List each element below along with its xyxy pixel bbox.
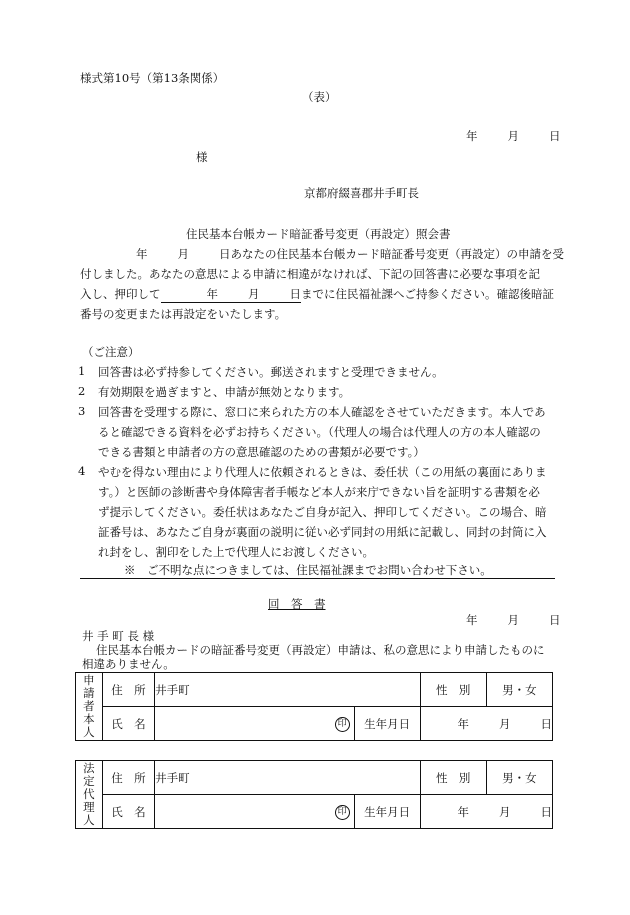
header-month: 月 [507, 129, 519, 143]
reply-title: 回 答 書 [268, 597, 326, 611]
applicant-gender-label: 性 別 [420, 673, 486, 707]
reply-addressee: 井 手 町 長 様 [82, 629, 155, 643]
body-line-3-pre: 入し、押印して [80, 287, 161, 301]
note-line: 証番号は、あなたご自身が裏面の説明に従い必ず同封の用紙に記載し、同封の封筒に入 [98, 525, 547, 539]
document-title: 住民基本台帳カード暗証番号変更（再設定）照会書 [186, 227, 451, 241]
body-line-2: 付しました。あなたの意思による申請に相違がなければ、下記の回答書に必要な事項を記 [80, 267, 540, 281]
body-line-4: 番号の変更または再設定をいたします。 [80, 307, 287, 321]
note-line: やむを得ない理由により代理人に依頼されるときは、委任状（この用紙の裏面にありま [98, 465, 547, 479]
note-number: 1 [78, 364, 86, 378]
applicant-side-label: 申 請 者 本 人 [76, 673, 103, 741]
addressee-suffix: 様 [196, 150, 208, 164]
reply-date [466, 612, 561, 628]
applicant-gender-field[interactable]: 男・女 [486, 673, 552, 707]
side-label: （表） [302, 90, 337, 104]
reply-month: 月 [507, 613, 519, 627]
note-line: 回答書を受理する際に、窓口に来られた方の本人確認をさせていただきます。本人であ [98, 405, 546, 419]
reply-day: 日 [549, 613, 561, 627]
agent-name-field[interactable] [155, 795, 355, 829]
note-line: ず提示してください。委任状はあなたご自身が記入、押印してください。この場合、暗 [98, 505, 547, 519]
sender: 京都府綴喜郡井手町長 [304, 186, 419, 200]
applicant-address-label: 住 所 [102, 673, 154, 707]
notes-footer: ※ ご不明な点につきましては、住民福祉課までお問い合わせ下さい。 [124, 563, 492, 577]
form-number: 様式第10号（第13条関係） [80, 71, 225, 85]
reply-year: 年 [466, 613, 478, 627]
body-line-1 [80, 246, 564, 262]
body-date-month: 月 [177, 247, 189, 261]
note-line: できる書類と申請者の方の意思確認のための書類が必要です。） [98, 445, 425, 459]
applicant-name-field[interactable] [155, 707, 355, 741]
deadline-date-blank [161, 286, 302, 303]
note-number: 4 [78, 464, 86, 478]
applicant-address-field[interactable]: 井手町 [155, 673, 420, 707]
agent-dob-label: 生年月日 [354, 795, 420, 829]
note-line: ると確認できる資料を必ずお持ちください。（代理人の場合は代理人の方の本人確認の [98, 425, 541, 439]
agent-side-label: 法 定 代 理 人 [76, 761, 103, 829]
header-year: 年 [466, 129, 478, 143]
deadline-year: 年 [206, 287, 218, 301]
note-line: 回答書は必ず持参してください。郵送されますと受理できません。 [98, 365, 444, 379]
body-line-1-text: あなたの住民基本台帳カード暗証番号変更（再設定）の申請を受 [230, 247, 564, 261]
deadline-day: 日 [289, 287, 301, 301]
applicant-name-label: 氏 名 [102, 707, 154, 741]
note-line: れ封をし、割印をした上で代理人にお渡しください。 [98, 545, 374, 559]
agent-address-label: 住 所 [102, 761, 154, 795]
body-date-day: 日 [219, 247, 231, 261]
deadline-month: 月 [248, 287, 260, 301]
body-date-year: 年 [136, 247, 148, 261]
header-day: 日 [549, 129, 561, 143]
body-line-3-post: までに住民福祉課へご持参ください。確認後暗証 [301, 287, 554, 301]
applicant-dob-field[interactable]: 年 月 日 [420, 707, 552, 741]
reply-statement-1: 住民基本台帳カードの暗証番号変更（再設定）申請は、私の意思により申請したものに [96, 643, 545, 657]
agent-dob-field[interactable]: 年 月 日 [420, 795, 552, 829]
applicant-table [75, 672, 553, 741]
seal-icon: 印 [335, 805, 350, 820]
reply-statement-2: 相違ありません。 [82, 657, 175, 671]
separator-line [80, 578, 555, 579]
note-line: す。）と医師の診断書や身体障害者手帳など本人が来庁できない旨を証明する書類を必 [98, 485, 540, 499]
note-number: 3 [78, 404, 86, 418]
seal-icon: 印 [335, 717, 350, 732]
agent-name-label: 氏 名 [102, 795, 154, 829]
agent-gender-field[interactable]: 男・女 [486, 761, 552, 795]
agent-gender-label: 性 別 [420, 761, 486, 795]
note-line: 有効期限を過ぎますと、申請が無効となります。 [98, 385, 351, 399]
agent-address-field[interactable]: 井手町 [155, 761, 420, 795]
agent-table [75, 760, 553, 829]
notes-heading: （ご注意） [82, 345, 140, 359]
header-date [466, 128, 561, 144]
note-number: 2 [78, 384, 86, 398]
applicant-dob-label: 生年月日 [354, 707, 420, 741]
body-line-3 [80, 286, 555, 303]
